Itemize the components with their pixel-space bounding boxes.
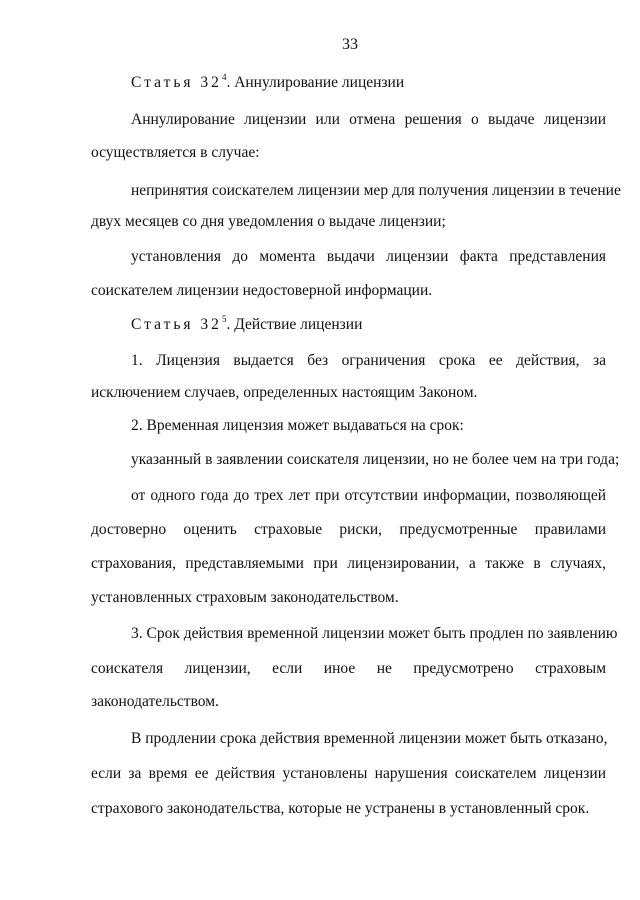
text-line: от одного года до трех лет при отсутствии информации, позволяющей bbox=[131, 487, 606, 504]
text-line: исключением случаев, определенных настоящим Законом. bbox=[91, 384, 478, 401]
text-line: В продлении срока действия временной лицензии может быть отказано, bbox=[131, 730, 608, 747]
text-line: установленных страховым законодательством. bbox=[91, 589, 399, 606]
text-line: Аннулирование лицензии или отмена решения о выдаче лицензии bbox=[131, 111, 606, 128]
article-heading bbox=[131, 315, 606, 335]
text-line: указанный в заявлении соискателя лицензии, но не более чем на три года; bbox=[131, 451, 620, 468]
text-line: если за время ее действия установлены нарушения соискателем лицензии bbox=[91, 765, 606, 782]
text-line: непринятия соискателем лицензии мер для получения лицензии в течение bbox=[131, 182, 621, 199]
page-number: 33 bbox=[342, 36, 358, 53]
article-title: . Аннулирование лицензии bbox=[226, 74, 405, 91]
text-line: 1. Лицензия выдается без ограничения срока ее действия, за bbox=[131, 352, 606, 369]
text-line: соискателем лицензии недостоверной информации. bbox=[91, 282, 433, 299]
article-label: Статья 32 bbox=[131, 316, 222, 333]
text-line: достоверно оценить страховые риски, предусмотренные правилами bbox=[91, 521, 606, 538]
article-heading bbox=[131, 73, 606, 93]
text-line: 3. Срок действия временной лицензии может быть продлен по заявлению bbox=[131, 625, 618, 642]
text-line: осуществляется в случае: bbox=[91, 144, 260, 161]
text-line: соискателя лицензии, если иное не предусмотрено страховым bbox=[91, 660, 606, 677]
article-superscript: 5 bbox=[221, 314, 227, 324]
text-line: установления до момента выдачи лицензии факта представления bbox=[131, 248, 606, 265]
article-superscript: 4 bbox=[221, 72, 227, 82]
text-line: законодательством. bbox=[91, 693, 219, 710]
text-line: двух месяцев со дня уведомления о выдаче лицензии; bbox=[91, 213, 446, 230]
article-label: Статья 32 bbox=[131, 74, 222, 91]
article-title: . Действие лицензии bbox=[226, 316, 363, 333]
text-line: 2. Временная лицензия может выдаваться на срок: bbox=[131, 417, 464, 434]
text-line: страхового законодательства, которые не устранены в установленный срок. bbox=[91, 800, 590, 817]
text-line: страхования, представляемыми при лицензировании, а также в случаях, bbox=[91, 555, 606, 572]
